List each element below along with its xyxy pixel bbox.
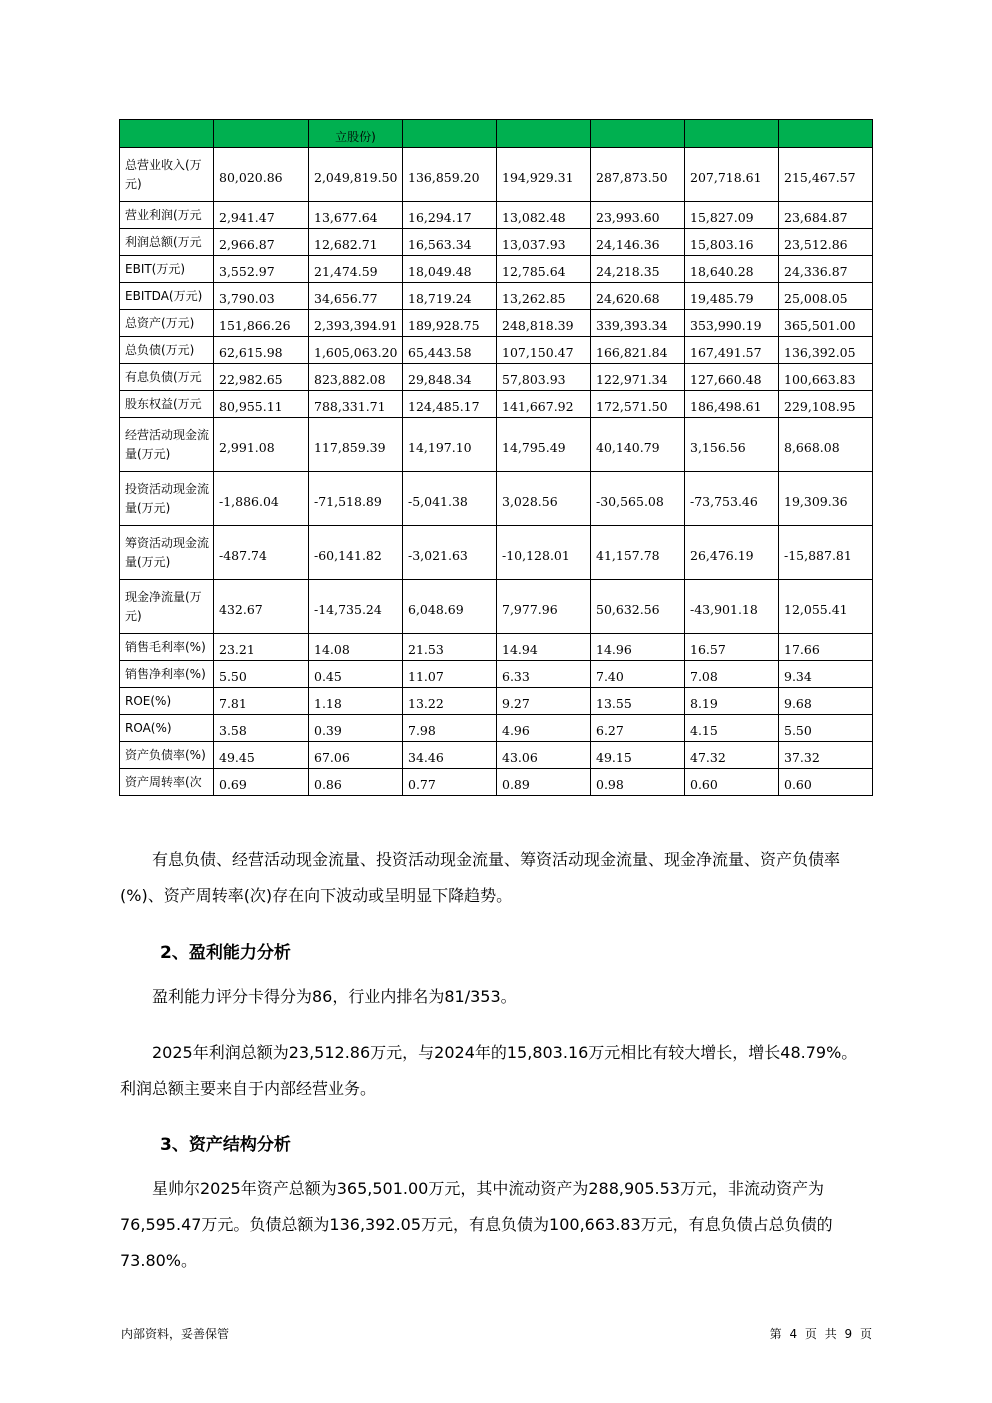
value-cell: 21,474.59: [309, 256, 403, 283]
value-cell: 1.18: [309, 688, 403, 715]
value-cell: 151,866.26: [214, 310, 309, 337]
value-cell: 6.33: [497, 661, 591, 688]
value-cell: 14,795.49: [497, 418, 591, 472]
value-cell: 23,512.86: [779, 229, 873, 256]
value-cell: 62,615.98: [214, 337, 309, 364]
row-label-cell: 资产负债率(%): [120, 742, 214, 769]
value-cell: 823,882.08: [309, 364, 403, 391]
row-label-cell: ROA(%): [120, 715, 214, 742]
value-cell: 3,790.03: [214, 283, 309, 310]
value-cell: 229,108.95: [779, 391, 873, 418]
header-cell: [591, 120, 685, 148]
value-cell: 117,859.39: [309, 418, 403, 472]
value-cell: 13,677.64: [309, 202, 403, 229]
value-cell: 11.07: [403, 661, 497, 688]
value-cell: 0.39: [309, 715, 403, 742]
value-cell: 47.32: [685, 742, 779, 769]
value-cell: 0.60: [685, 769, 779, 796]
value-cell: 65,443.58: [403, 337, 497, 364]
value-cell: 50,632.56: [591, 580, 685, 634]
value-cell: 136,392.05: [779, 337, 873, 364]
profitability-score-paragraph: 盈利能力评分卡得分为86，行业内排名为81/353。: [152, 987, 517, 1006]
value-cell: 67.06: [309, 742, 403, 769]
value-cell: 127,660.48: [685, 364, 779, 391]
header-cell: [779, 120, 873, 148]
value-cell: 13.55: [591, 688, 685, 715]
value-cell: 6,048.69: [403, 580, 497, 634]
value-cell: 7.40: [591, 661, 685, 688]
value-cell: 12,055.41: [779, 580, 873, 634]
header-cell: [685, 120, 779, 148]
row-label-cell: 总负债(万元): [120, 337, 214, 364]
value-cell: 2,049,819.50: [309, 148, 403, 202]
value-cell: 13.22: [403, 688, 497, 715]
value-cell: 24,336.87: [779, 256, 873, 283]
header-cell: 立股份): [309, 120, 403, 148]
value-cell: 189,928.75: [403, 310, 497, 337]
row-label-cell: ROE(%): [120, 688, 214, 715]
value-cell: 7.98: [403, 715, 497, 742]
row-label-cell: 利润总额(万元: [120, 229, 214, 256]
row-label-cell: 总资产(万元): [120, 310, 214, 337]
row-label-cell: EBIT(万元): [120, 256, 214, 283]
value-cell: 788,331.71: [309, 391, 403, 418]
value-cell: 15,803.16: [685, 229, 779, 256]
value-cell: 3,028.56: [497, 472, 591, 526]
value-cell: -5,041.38: [403, 472, 497, 526]
table-row: [120, 337, 873, 364]
row-label-cell: 总营业收入(万元): [120, 148, 214, 202]
footer-page-number: 第 4 页 共 9 页: [769, 1327, 872, 1341]
value-cell: 40,140.79: [591, 418, 685, 472]
value-cell: 25,008.05: [779, 283, 873, 310]
footer-confidential-note: 内部资料，妥善保管: [121, 1327, 230, 1341]
value-cell: 49.45: [214, 742, 309, 769]
value-cell: 107,150.47: [497, 337, 591, 364]
header-cell: [214, 120, 309, 148]
value-cell: 26,476.19: [685, 526, 779, 580]
header-cell: [120, 120, 214, 148]
value-cell: 13,082.48: [497, 202, 591, 229]
profit-growth-paragraph: 2025年利润总额为23,512.86万元，与2024年的15,803.16万元相比有较大增长，增长48.79%。利润总额主要来自于内部经营业务。: [120, 1043, 858, 1098]
table-row: [120, 715, 873, 742]
value-cell: 12,682.71: [309, 229, 403, 256]
row-label-cell: 投资活动现金流量(万元): [120, 472, 214, 526]
value-cell: 15,827.09: [685, 202, 779, 229]
value-cell: 0.98: [591, 769, 685, 796]
row-label-cell: 营业利润(万元: [120, 202, 214, 229]
value-cell: 14.96: [591, 634, 685, 661]
row-label-cell: 股东权益(万元: [120, 391, 214, 418]
value-cell: 141,667.92: [497, 391, 591, 418]
value-cell: 215,467.57: [779, 148, 873, 202]
table-row: [120, 148, 873, 202]
value-cell: 339,393.34: [591, 310, 685, 337]
value-cell: 23,684.87: [779, 202, 873, 229]
value-cell: 41,157.78: [591, 526, 685, 580]
row-label-cell: 资产周转率(次: [120, 769, 214, 796]
table-row: [120, 283, 873, 310]
value-cell: 24,620.68: [591, 283, 685, 310]
value-cell: 4.15: [685, 715, 779, 742]
value-cell: 167,491.57: [685, 337, 779, 364]
value-cell: 8.19: [685, 688, 779, 715]
value-cell: -10,128.01: [497, 526, 591, 580]
value-cell: 194,929.31: [497, 148, 591, 202]
table-row: [120, 742, 873, 769]
value-cell: 136,859.20: [403, 148, 497, 202]
value-cell: 80,955.11: [214, 391, 309, 418]
value-cell: 166,821.84: [591, 337, 685, 364]
value-cell: 12,785.64: [497, 256, 591, 283]
value-cell: 432.67: [214, 580, 309, 634]
value-cell: 19,309.36: [779, 472, 873, 526]
row-label-cell: 经营活动现金流量(万元): [120, 418, 214, 472]
value-cell: 24,146.36: [591, 229, 685, 256]
row-label-cell: 销售净利率(%): [120, 661, 214, 688]
value-cell: 2,991.08: [214, 418, 309, 472]
value-cell: 13,262.85: [497, 283, 591, 310]
value-cell: 19,485.79: [685, 283, 779, 310]
table-row: [120, 472, 873, 526]
value-cell: 34,656.77: [309, 283, 403, 310]
section-heading-profitability: 2、盈利能力分析: [160, 943, 291, 963]
value-cell: 287,873.50: [591, 148, 685, 202]
value-cell: 7,977.96: [497, 580, 591, 634]
value-cell: 13,037.93: [497, 229, 591, 256]
value-cell: 18,719.24: [403, 283, 497, 310]
summary-paragraph: 有息负债、经营活动现金流量、投资活动现金流量、筹资活动现金流量、现金净流量、资产负债率(%)、资产周转率(次)存在向下波动或呈明显下降趋势。: [120, 850, 841, 905]
value-cell: 57,803.93: [497, 364, 591, 391]
table-row: [120, 364, 873, 391]
table-row: [120, 391, 873, 418]
value-cell: 100,663.83: [779, 364, 873, 391]
table-header-row: [120, 120, 873, 148]
value-cell: 186,498.61: [685, 391, 779, 418]
value-cell: 1,605,063.20: [309, 337, 403, 364]
value-cell: 248,818.39: [497, 310, 591, 337]
table-row: [120, 580, 873, 634]
value-cell: 14.94: [497, 634, 591, 661]
value-cell: 9.27: [497, 688, 591, 715]
table-row: [120, 310, 873, 337]
value-cell: 34.46: [403, 742, 497, 769]
value-cell: 0.60: [779, 769, 873, 796]
value-cell: 17.66: [779, 634, 873, 661]
value-cell: 172,571.50: [591, 391, 685, 418]
table-row: [120, 661, 873, 688]
value-cell: 3.58: [214, 715, 309, 742]
value-cell: 124,485.17: [403, 391, 497, 418]
value-cell: 5.50: [214, 661, 309, 688]
value-cell: -14,735.24: [309, 580, 403, 634]
value-cell: 43.06: [497, 742, 591, 769]
value-cell: 14,197.10: [403, 418, 497, 472]
financial-comparison-table: [119, 119, 873, 796]
table-row: [120, 418, 873, 472]
value-cell: 24,218.35: [591, 256, 685, 283]
value-cell: 16.57: [685, 634, 779, 661]
row-label-cell: 现金净流量(万元): [120, 580, 214, 634]
value-cell: -487.74: [214, 526, 309, 580]
value-cell: 9.34: [779, 661, 873, 688]
value-cell: 0.86: [309, 769, 403, 796]
row-label-cell: 有息负债(万元: [120, 364, 214, 391]
value-cell: 2,941.47: [214, 202, 309, 229]
value-cell: 0.77: [403, 769, 497, 796]
value-cell: 353,990.19: [685, 310, 779, 337]
row-label-cell: EBITDA(万元): [120, 283, 214, 310]
table-row: [120, 526, 873, 580]
table-row: [120, 256, 873, 283]
value-cell: 22,982.65: [214, 364, 309, 391]
value-cell: 7.08: [685, 661, 779, 688]
value-cell: 5.50: [779, 715, 873, 742]
value-cell: -30,565.08: [591, 472, 685, 526]
table-row: [120, 688, 873, 715]
table-row: [120, 634, 873, 661]
value-cell: 21.53: [403, 634, 497, 661]
table-row: [120, 769, 873, 796]
asset-structure-paragraph: 星帅尔2025年资产总额为365,501.00万元，其中流动资产为288,905.53万元，非流动资产为76,595.47万元。负债总额为136,392.05万元，有息负债为100,663.83万元，有息负债占总负债的73.80%。: [120, 1179, 833, 1270]
value-cell: 23.21: [214, 634, 309, 661]
value-cell: 0.45: [309, 661, 403, 688]
value-cell: 4.96: [497, 715, 591, 742]
value-cell: 8,668.08: [779, 418, 873, 472]
value-cell: 2,966.87: [214, 229, 309, 256]
value-cell: 16,294.17: [403, 202, 497, 229]
table-row: [120, 202, 873, 229]
value-cell: -15,887.81: [779, 526, 873, 580]
value-cell: -3,021.63: [403, 526, 497, 580]
value-cell: 0.89: [497, 769, 591, 796]
row-label-cell: 筹资活动现金流量(万元): [120, 526, 214, 580]
value-cell: 2,393,394.91: [309, 310, 403, 337]
value-cell: -71,518.89: [309, 472, 403, 526]
header-cell: [497, 120, 591, 148]
value-cell: 23,993.60: [591, 202, 685, 229]
value-cell: 3,552.97: [214, 256, 309, 283]
header-cell: [403, 120, 497, 148]
value-cell: -60,141.82: [309, 526, 403, 580]
value-cell: -43,901.18: [685, 580, 779, 634]
value-cell: 37.32: [779, 742, 873, 769]
value-cell: 49.15: [591, 742, 685, 769]
value-cell: 29,848.34: [403, 364, 497, 391]
value-cell: 0.69: [214, 769, 309, 796]
value-cell: 6.27: [591, 715, 685, 742]
value-cell: 16,563.34: [403, 229, 497, 256]
value-cell: 207,718.61: [685, 148, 779, 202]
value-cell: 365,501.00: [779, 310, 873, 337]
value-cell: 18,640.28: [685, 256, 779, 283]
value-cell: -1,886.04: [214, 472, 309, 526]
value-cell: 18,049.48: [403, 256, 497, 283]
table-row: [120, 229, 873, 256]
value-cell: 7.81: [214, 688, 309, 715]
value-cell: 80,020.86: [214, 148, 309, 202]
section-heading-asset-structure: 3、资产结构分析: [160, 1135, 291, 1155]
row-label-cell: 销售毛利率(%): [120, 634, 214, 661]
value-cell: 9.68: [779, 688, 873, 715]
value-cell: 14.08: [309, 634, 403, 661]
value-cell: -73,753.46: [685, 472, 779, 526]
value-cell: 122,971.34: [591, 364, 685, 391]
value-cell: 3,156.56: [685, 418, 779, 472]
